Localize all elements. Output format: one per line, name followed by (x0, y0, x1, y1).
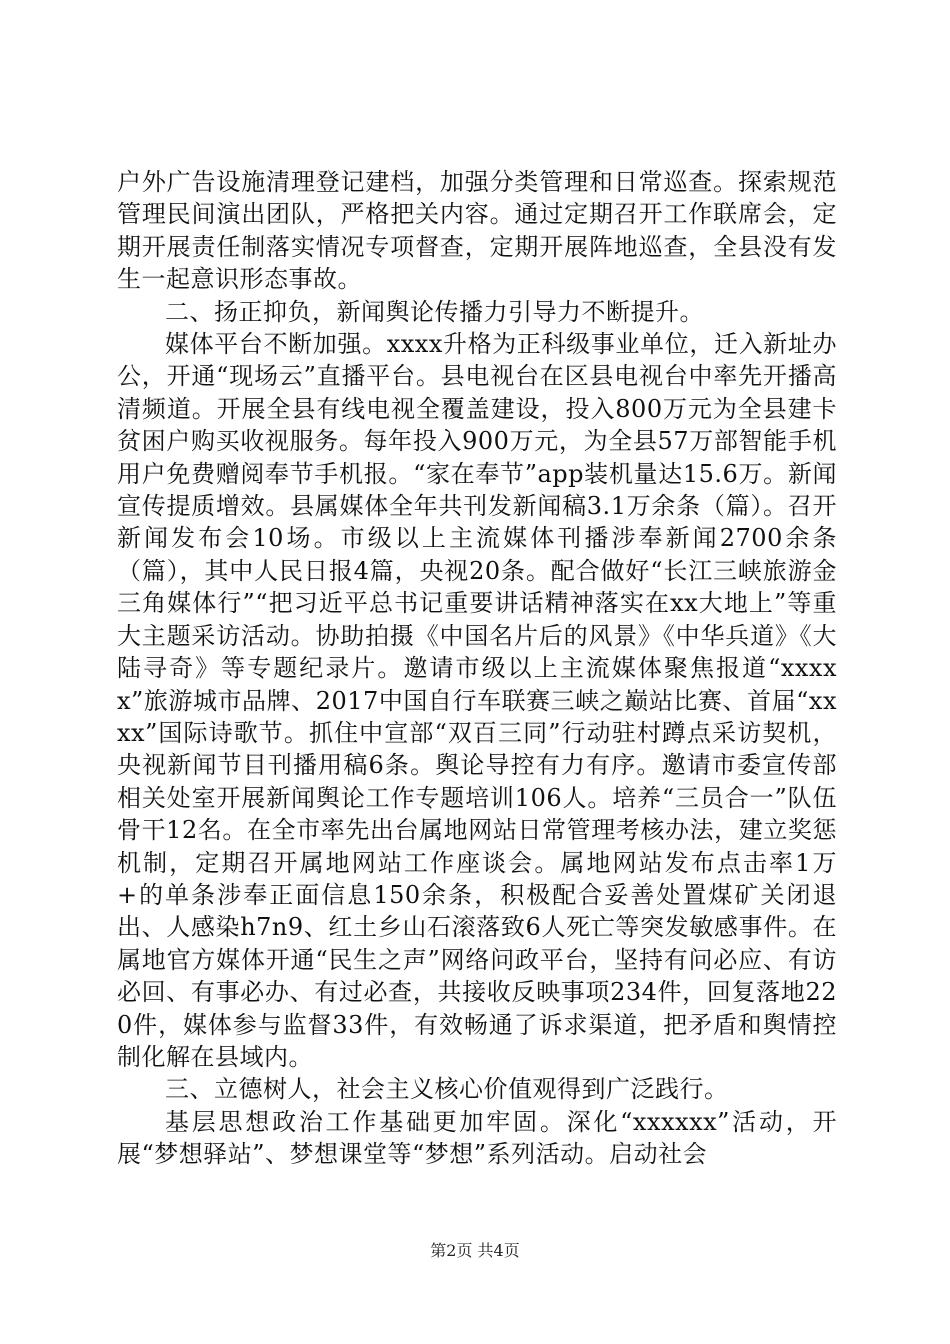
paragraph-grassroots-work: 基层思想政治工作基础更加牢固。深化“xxxxxx”活动，开展“梦想驿站”、梦想课堂等“梦想”系列活动。启动社会 (117, 1107, 837, 1169)
paragraph-1: 户外广告设施清理登记建档，加强分类管理和日常巡查。探索规范管理民间演出团队，严格把关内容。通过定期召开工作联席会，定期开展责任制落实情况专项督查，定期开展阵地巡查，全县没有发生一起意识形态事故。 (117, 168, 837, 294)
document-body (117, 166, 837, 1171)
section-heading-2: 二、扬正抑负，新闻舆论传播力引导力不断提升。 (165, 297, 704, 326)
section-heading-3: 三、立德树人，社会主义核心价值观得到广泛践行。 (165, 1075, 729, 1104)
paragraph-media-platform: 媒体平台不断加强。xxxx升格为正科级事业单位，迁入新址办公，开通“现场云”直播平台。县电视台在区县电视台中率先开播高清频道。开展全县有线电视全覆盖建设，投入800万元为全县建卡贫困户购买收视服务。每年投入900万元，为全县57万部智能手机用户免费赠阅奉节手机报。“家在奉节”app装机量达15.6万。新闻宣传提质增效。县属媒体全年共刊发新闻稿3.1万余条（篇）。召开新闻发布会10场。市级以上主流媒体刊播涉奉新闻2700余条（篇），其中人民日报4篇，央视20条。配合做好“长江三峡旅游金三角媒体行”“把习近平总书记重要讲话精神落实在xx大地上”等重大主题采访活动。协助拍摄《中国名片后的风景》《中华兵道》《大陆寻奇》等专题纪录片。邀请市级以上主流媒体聚焦报道“xxxxx”旅游城市品牌、2017中国自行车联赛三峡之巅站比赛、首届“xxxx”国际诗歌节。抓住中宣部“双百三同”行动驻村蹲点采访契机，央视新闻节目刊播用稿6条。舆论导控有力有序。邀请市委宣传部相关处室开展新闻舆论工作专题培训106人。培养“三员合一”队伍骨干12名。在全市率先出台属地网站日常管理考核办法，建立奖惩机制，定期召开属地网站工作座谈会。属地网站发布点击率1万+的单条涉奉正面信息150余条，积极配合妥善处置煤矿关闭退出、人感染h7n9、红土乡山石滚落致6人死亡等突发敏感事件。在属地官方媒体开通“民生之声”网络问政平台，坚持有问必应、有访必回、有事必办、有过必查，共接收反映事项234件，回复落地220件，媒体参与监督33件，有效畅通了诉求渠道，把矛盾和舆情控制化解在县域内。 (117, 330, 837, 1071)
page-number-footer: 第2页 共4页 (430, 1241, 520, 1260)
